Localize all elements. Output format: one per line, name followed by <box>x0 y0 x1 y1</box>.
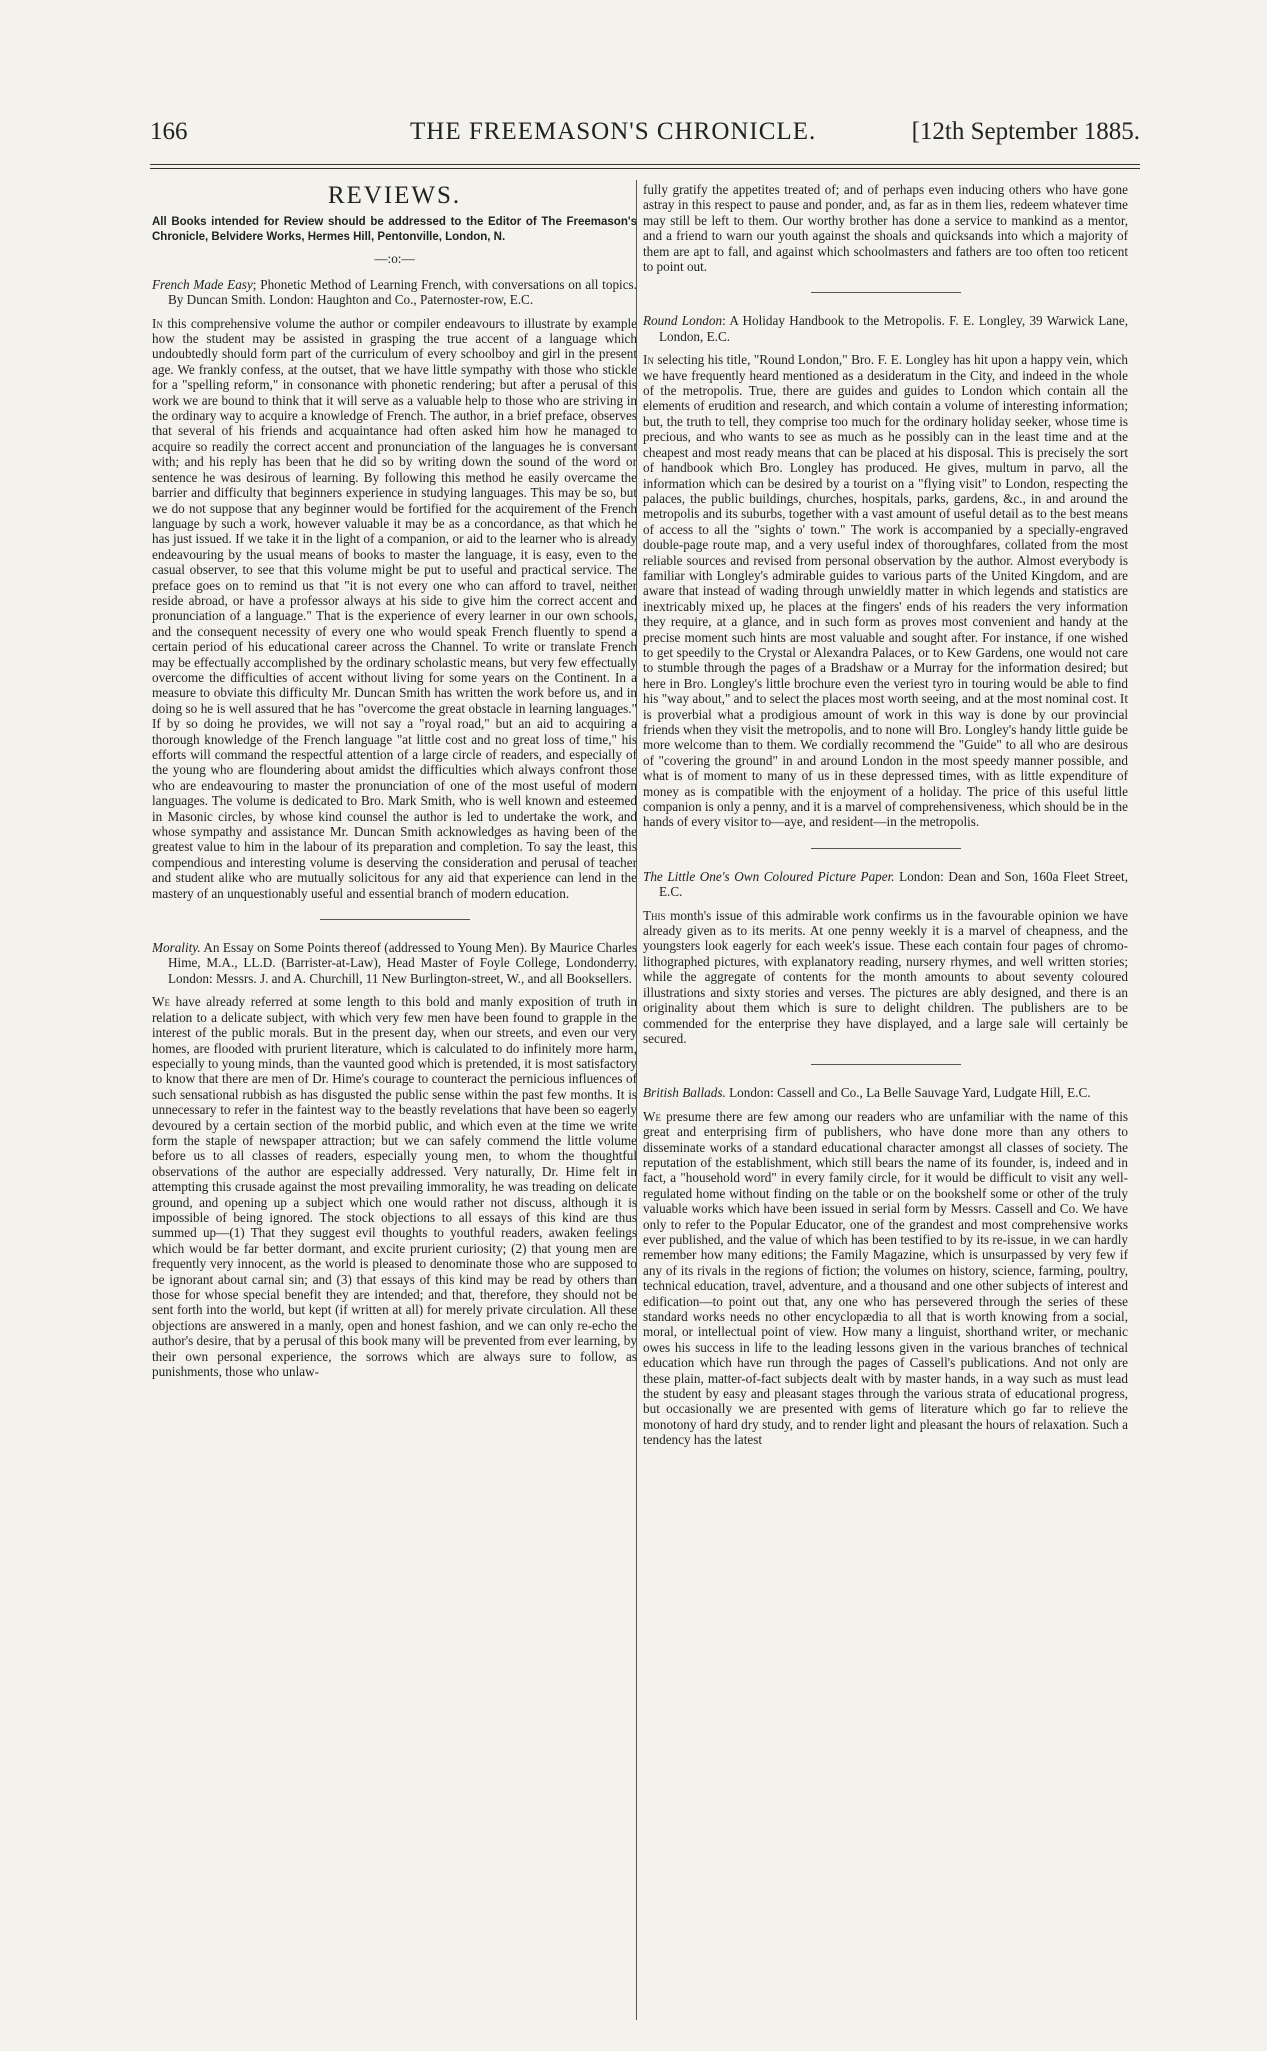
review-citation <box>643 1085 1128 1100</box>
section-separator <box>811 848 961 849</box>
section-separator <box>811 1064 961 1065</box>
book-title: French Made Easy <box>152 276 253 292</box>
book-title: British Ballads. <box>643 1085 726 1101</box>
book-title: Morality. <box>152 940 201 956</box>
section-heading: REVIEWS. <box>327 182 462 209</box>
masthead-title: THE FREEMASON'S CHRONICLE. <box>410 118 817 145</box>
body-text: have already referred at some length to this bold and manly exposition of truth in relation to a delicate subject, with which very few men have been found to grapple in the interest of the public morals. But in the present day, when our streets, and even our very homes, are flooded with prurient literature, which is calculated to do infinitely more harm, especially to young minds, than the vaunted good which is pretended, it is most satisfactory to know that there are men of Dr. Hime's courage to counteract the pernicious influences of such sensational rubbish as has disgusted the public sense within the past few months. It is unnecessary to refer in the faintest way to the beastly revelations that have been so eagerly devoured by a certain section of the morbid public, and which even at the time we write form the staple of newspaper attraction; but we can safely commend the little volume before us to all classes of readers, especially young men, to whom the thoughtful observations of the author are especially addressed. Very naturally, Dr. Hime felt in attempting this crusade against the most prevailing immorality, he was treading on delicate ground, and opening up a subject which one would rather not discuss, although it is impossible of being ignored. The stock objections to all essays of this kind are thus summed up—(1) That they suggest evil thoughts to youthful readers, awaken feelings which would be far better dormant, and excite prurient curiosity; (2) that young men are frequently very innocent, as the world is pleased to denominate those who are supposed to be ignorant about carnal sin; and (3) that essays of this kind may be read by others than those for whose special benefit they are intended; and that, therefore, they should not be sent forth into the world, but kept (if written at all) for merely private circulation. All these objections are answered in a manly, open and honest fashion, and we can only re-echo the author's desire, that by a perusal of this book many will be prevented from ever learning, by their own personal experience, the sorrows which are always sure to follow, as punishments, those who unlaw- <box>152 994 637 1380</box>
body-text: month's issue of this admirable work confirms us in the favourable opinion we have already given as to its merits. At one penny weekly it is a marvel of cheapness, and the youngsters look eagerly for each week's issue. These each contain four pages of chromo-lithographed pictures, with explanatory reading, nursery rhymes, and well written stories; while the aggregate of contents for the month amounts to about seventy coloured illustrations and sixty stories and verses. The pictures are ably designed, and there is an originality about them which is sure to delight children. The publishers are to be commended for the enterprise they have displayed, and a large sale will certainly be secured. <box>643 907 1128 1046</box>
continuation-text: fully gratify the appetites treated of; and of perhaps even inducing others who have gone astray in this respect to pause and ponder, and, as far as in them lies, redeem whatever time may still be left to them. Our worthy brother has done a service to mankind as a mentor, and a friend to warn our youth against the shoals and quicksands into which a majority of them are apt to fall, and against which schoolmasters and fathers are too often too reticent to point out. <box>643 182 1128 275</box>
citation-text: An Essay on Some Points thereof (addressed to Young Men). By Maurice Charles Hime, M.A., LL.D. (Barrister-at-Law), Head Master of Foyle College, Londonderry. London: Messrs. J. and A. Churchill, 11 New Burlington-street, W., and all Booksellers. <box>168 940 637 986</box>
review-citation <box>643 869 1128 900</box>
left-column <box>152 182 637 1379</box>
first-word: We <box>643 1108 661 1124</box>
citation-text: : A Holiday Handbook to the Metropolis. F. E. Longley, 39 Warwick Lane, London, E.C. <box>659 313 1128 344</box>
right-column <box>643 182 1128 1448</box>
body-text: this comprehensive volume the author or compiler endeavours to illustrate by example how the student may be assisted in grasping the true accent of a language which undoubtedly should form part of the curriculum of every schoolboy and girl in the present age. We frankly confess, at the outset, that we have little sympathy with those who stickle for a "spelling reform," in consonance with phonetic rendering; but after a perusal of this work we are bound to think that it will serve as a valuable help to those who are striving in the ordinary way to acquire a knowledge of French. The author, in a brief preface, observes that several of his friends and acquaintance had often asked him how he managed to acquire so readily the correct accent and pronunciation of the languages he is conversant with; and his reply has been that he did so by writing down the sound of the word or sentence he was desirous of learning. By following this method he easily overcame the barrier and difficulty that beginners experience in studying languages. This may be so, but we do not suppose that any beginner would be fortified for the acquirement of the French language by such a work, however valuable it may be as a concordance, as that which he has just issued. If we take it in the light of a companion, or aid to the learner who is already endeavouring by the usual means of books to master the language, it is easy, even to the casual observer, to see that this volume might be put to useful and practical service. The preface goes on to remind us that "it is not every one who can afford to travel, neither reside abroad, or have a professor always at his side to give him the correct accent and pronunciation of a language." That is the experience of every learner in our own schools, and the consequent necessity of every one who would speak French fluently to spend a certain period of his educational career across the Channel. To write or translate French may be effectually accomplished by the ordinary scholastic means, but very few effectually overcome the difficulties of accent without living for some years on the Continent. In a measure to obviate this difficulty Mr. Duncan Smith has written the work before us, and in doing so he is well assured that he has "overcome the great obstacle in learning languages." If by so doing he provides, we will not say a "royal road," but an aid to acquiring a thorough knowledge of the French language "at little cost and no great loss of time," his efforts will command the respectful attention of a large circle of readers, and especially of the young who are floundering about amidst the difficulties which always confront those who are endeavouring to master the pronunciation of one of the most useful of modern languages. The volume is dedicated to Bro. Mark Smith, who is well known and esteemed in Masonic circles, by whose kind counsel the author is led to undertake the work, and whose sympathy and assistance Mr. Duncan Smith acknowledges as having been of the greatest value to him in the labour of its preparation and completion. To say the least, this compendious and interesting volume is deserving the consideration and perusal of teacher and student alike who are mutually solicitous for any aid that experience can lend in the mastery of an unquestionably useful and essential branch of modern education. <box>152 315 637 901</box>
review-citation <box>643 313 1128 344</box>
review-body <box>643 908 1128 1047</box>
section-separator <box>320 919 470 920</box>
citation-text: London: Cassell and Co., La Belle Sauvage Yard, Ludgate Hill, E.C. <box>725 1085 1091 1101</box>
issue-date: [12th September 1885. <box>911 118 1140 145</box>
review-body <box>643 1109 1128 1448</box>
review-citation <box>152 940 637 986</box>
page-number: 166 <box>150 118 188 145</box>
header-rule-second <box>150 168 1140 169</box>
review-citation <box>152 277 637 308</box>
review-body <box>643 352 1128 830</box>
book-title: The Little One's Own Coloured Picture Paper. <box>643 868 895 884</box>
review-notice: All Books intended for Review should be addressed to the Editor of The Freemason's Chronicle, Belvidere Works, Hermes Hill, Pentonville, London, N. <box>152 216 637 244</box>
first-word: In <box>643 352 654 368</box>
ornament: —:o:— <box>374 251 415 267</box>
page-header <box>150 118 1140 158</box>
first-word: This <box>643 907 666 923</box>
citation-text: London: Dean and Son, 160a Fleet Street, E.C. <box>659 868 1128 900</box>
body-text: selecting his title, "Round London," Bro. F. E. Longley has hit upon a happy vein, which we have frequently heard mentioned as a desideratum in the City, and indeed in the whole of the metropolis. True, there are guides and guides to London which contain all the elements of erudition and research, and which contain a volume of interesting information; but, the truth to tell, they comprise too much for the ordinary holiday seeker, whose time is precious, and who wants to see as much as he possibly can in the least time and at the cheapest and most ready means that can be placed at his disposal. This is precisely the sort of handbook which Bro. Longley has produced. He gives, multum in parvo, all the information which can be desired by a tourist on a "flying visit" to London, respecting the palaces, the public buildings, churches, hospitals, parks, gardens, &c., in and around the metropolis and its suburbs, together with a vast amount of useful detail as to the best means of access to all the "sights o' town." The work is accompanied by a specially-engraved double-page route map, and a very useful index of thoroughfares, collated from the most reliable sources and revised from personal observation by the author. Almost everybody is familiar with Longley's admirable guides to various parts of the United Kingdom, and are aware that instead of wading through unwieldly matter in which legends and statistics are inextricably mixed up, he places at the fingers' ends of his readers the very information they require, at a glance, and in such form as proves most convenient and handy at the precise moment such hints are most valuable and sought after. For instance, if one wished to get speedily to the Crystal or Alexandra Palaces, or to Kew Gardens, one would not care to stumble through the pages of a Bradshaw or a Murray for the information desired; but here in Bro. Longley's little brochure even the veriest tyro in touring would be able to find his "way about," and to select the places most worth seeing, and at the most nominal cost. It is proverbial what a prodigious amount of work in this way is done by our provincial friends when they visit the metropolis, and to none will Bro. Longley's handy little guide be more welcome than to them. We cordially recommend the "Guide" to all who are desirous of "covering the ground" in and around London in the most speedy manner possible, and what is of moment to many of us in these depressed times, with as little expenditure of money as is compatible with the enjoyment of a holiday. The price of this useful little companion is only a penny, and it is a marvel of comprehensiveness, which should be in the hands of every visitor to—aye, and resident—in the metropolis. <box>643 352 1128 830</box>
header-rule <box>150 164 1140 165</box>
review-body <box>152 316 637 901</box>
body-text: presume there are few among our readers who are unfamiliar with the name of this great and enterprising firm of publishers, who have done more than any others to disseminate works of a standard educational character amongst all classes of society. The reputation of the establishment, which still bears the name of its founder, is, indeed and in fact, a "household word" in every family circle, for it would be difficult to visit any well-regulated home without finding on the table or on the bookshelf some or other of the truly valuable works which have been issued in serial form by Messrs. Cassell and Co. We have only to refer to the Popular Educator, one of the grandest and most comprehensive works ever published, and the value of which has been testified to by its re-issue, in we can hardly remember how many editions; the Family Magazine, which is unsurpassed by very few if any of its rivals in the regions of fiction; the volumes on history, science, farming, poultry, technical education, travel, adventure, and a thousand and one other subjects of interest and edification—to point out that, any one who has persevered through the series of these standard works needs no other encyclopædia to all that is worth knowing from a social, moral, or intellectual point of view. How many a linguist, shorthand writer, or mechanic owes his success in life to the leading lessons given in the various branches of technical education which have run through the pages of Cassell's publications. And not only are these plain, matter-of-fact subjects dealt with by master hands, in a way such as must lead the student by easy and pleasant stages through the various strata of educational progress, but occasionally we are presented with gems of literature which go far to relieve the monotony of hard dry study, and to render light and pleasant the hours of relaxation. Such a tendency has the latest <box>643 1108 1128 1448</box>
review-body <box>152 994 637 1379</box>
first-word: In <box>152 315 163 331</box>
citation-text: ; Phonetic Method of Learning French, with conversations on all topics. By Duncan Smith. London: Haughton and Co., Paternoster-row, E.C. <box>168 276 637 308</box>
first-word: We <box>152 994 170 1010</box>
book-title: Round London <box>643 313 723 329</box>
section-separator <box>811 292 961 293</box>
